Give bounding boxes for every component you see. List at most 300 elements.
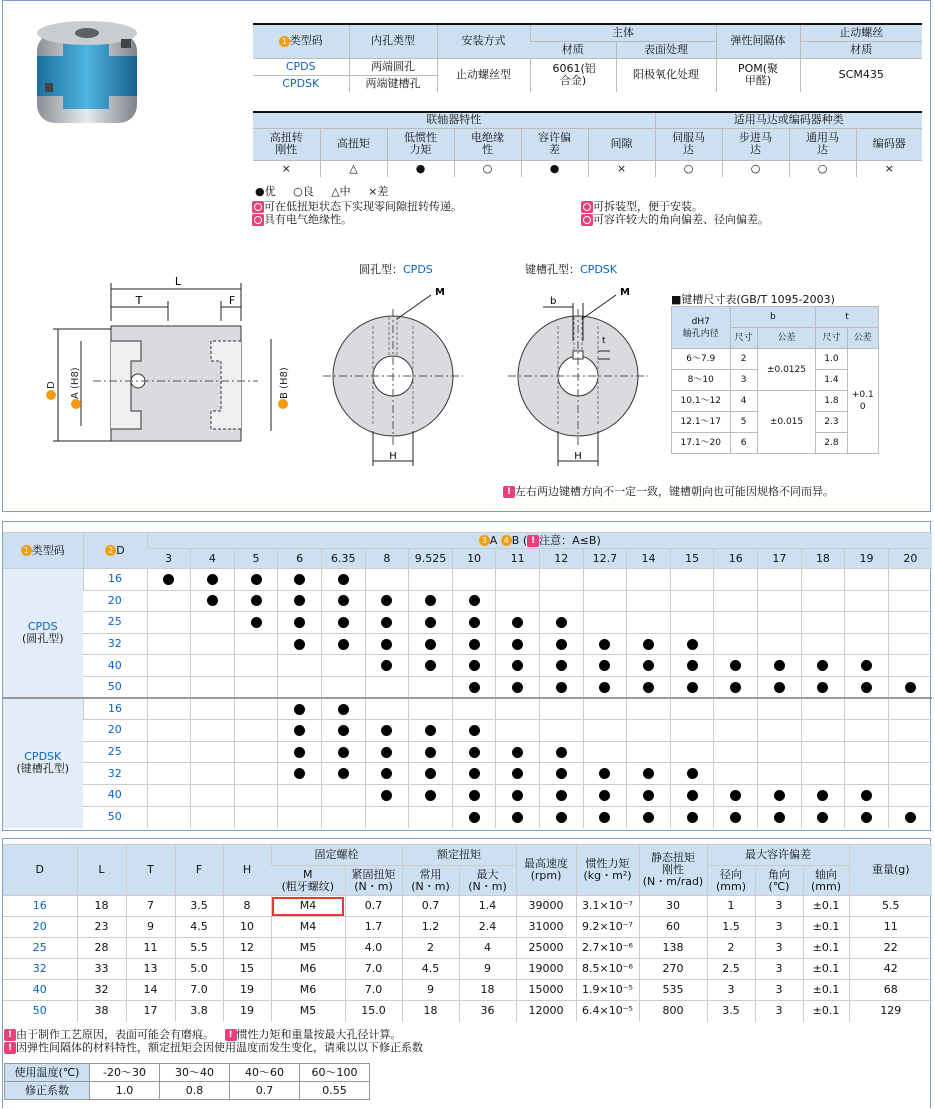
compat-cell <box>539 763 583 785</box>
compat-cell <box>147 633 191 655</box>
spec-T-header: T <box>126 845 175 896</box>
setscrew-material-header: 材质 <box>800 41 922 58</box>
compat-cell <box>627 633 671 655</box>
compat-cell <box>845 590 889 612</box>
spec-cell: 17 <box>126 1001 175 1022</box>
specification-section <box>2 838 931 1108</box>
char-value: × <box>253 160 320 177</box>
compat-cell <box>365 590 409 612</box>
specification-table <box>3 844 932 1022</box>
available-dot-icon <box>599 660 610 671</box>
char-col-header: 电绝缘性 <box>454 128 521 160</box>
surface-value: 阳极氧化处理 <box>616 58 716 92</box>
compat-cell <box>714 763 758 785</box>
elastic-header: 弹性间隔体 <box>716 24 800 58</box>
dim-H: H <box>389 451 397 462</box>
compat-cell <box>365 763 409 785</box>
compat-cell <box>845 633 889 655</box>
available-dot-icon <box>817 812 828 823</box>
compat-cell <box>496 784 540 806</box>
keyway-t-tol-header: 公差 <box>847 328 878 349</box>
spec-cell: 19 <box>223 980 271 1001</box>
keyway-row: 17.1～20 6 2.8 <box>672 433 879 454</box>
spec-cell: 129 <box>849 1001 932 1022</box>
spec-cell: 0.7 <box>345 896 402 917</box>
compat-cell <box>147 655 191 677</box>
compat-cell <box>888 784 932 806</box>
feature-item: 可拆装型，便于安装。 <box>581 200 769 213</box>
compat-cell <box>409 763 453 785</box>
spec-cell: 3.5 <box>707 1001 755 1022</box>
spec-cell: 14 <box>126 980 175 1001</box>
spec-cell: 535 <box>639 980 707 1001</box>
spec-cell: 1 <box>707 896 755 917</box>
compat-cell <box>365 784 409 806</box>
compatibility-section <box>2 521 931 831</box>
spec-cell: 20 <box>3 917 77 938</box>
spec-cell: 5.0 <box>175 959 223 980</box>
compat-cell <box>191 590 235 612</box>
compat-cell <box>670 806 714 828</box>
spec-normal-header: 常用 (N・m) <box>402 866 459 896</box>
available-dot-icon <box>556 682 567 693</box>
char-value: ● <box>387 160 454 177</box>
compat-cell <box>496 612 540 634</box>
compat-cell <box>758 698 802 720</box>
warning-icon: ! <box>225 1029 237 1041</box>
temp-header: 使用温度(℃) <box>5 1064 90 1082</box>
compat-cell <box>409 676 453 698</box>
keyway-row: 12.1～17 5 2.3 <box>672 412 879 433</box>
char-col-header: 容许偏差 <box>521 128 588 160</box>
available-dot-icon <box>512 812 523 823</box>
compat-cell <box>321 676 365 698</box>
bore-round: 两端圆孔 <box>349 58 437 75</box>
keyway-row: 8～10 3 1.4 <box>672 370 879 391</box>
available-dot-icon <box>294 768 305 779</box>
available-dot-icon <box>599 768 610 779</box>
compat-cell <box>714 569 758 591</box>
spec-cell: 36 <box>459 1001 516 1022</box>
available-dot-icon <box>730 812 741 823</box>
spec-tight-header: 紧固扭矩 (N・m) <box>345 866 402 896</box>
available-dot-icon <box>251 574 262 585</box>
compat-cell <box>888 590 932 612</box>
bore-size-header: 16 <box>714 549 758 569</box>
bore-size-header: 12.7 <box>583 549 627 569</box>
available-dot-icon <box>512 747 523 758</box>
compat-cell <box>670 590 714 612</box>
compat-cell <box>801 720 845 742</box>
compat-cell <box>627 784 671 806</box>
bore-size-header: 19 <box>845 549 889 569</box>
dim-T: T <box>135 294 143 307</box>
compat-cell <box>278 720 322 742</box>
spec-cell: 3.8 <box>175 1001 223 1022</box>
compat-row <box>3 569 932 591</box>
footnotes <box>4 1028 423 1054</box>
spec-cell: 9 <box>402 980 459 1001</box>
compat-cell <box>409 806 453 828</box>
product-photo <box>23 11 153 136</box>
available-dot-icon <box>207 574 218 585</box>
available-dot-icon <box>425 595 436 606</box>
compat-cell <box>496 633 540 655</box>
available-dot-icon <box>381 660 392 671</box>
compat-AB-header: 3 A 4 B ( ! 注意：A≤B) <box>147 533 932 549</box>
warning-icon: ! <box>503 486 515 498</box>
spec-cell: 10 <box>223 917 271 938</box>
spec-row <box>3 896 932 917</box>
compat-cell <box>845 698 889 720</box>
available-dot-icon <box>294 725 305 736</box>
compat-cell <box>758 741 802 763</box>
compat-cell <box>714 784 758 806</box>
compat-cell <box>496 720 540 742</box>
available-dot-icon <box>294 747 305 758</box>
available-dot-icon <box>687 660 698 671</box>
coef-header: 修正系数 <box>5 1082 90 1100</box>
available-dot-icon <box>512 617 523 628</box>
compat-cell <box>147 763 191 785</box>
spec-static-header: 静态扭矩刚性 (N・m/rad) <box>639 845 707 896</box>
available-dot-icon <box>512 660 523 671</box>
compat-cell <box>845 676 889 698</box>
available-dot-icon <box>599 639 610 650</box>
compat-cell <box>234 698 278 720</box>
bore-size-header: 11 <box>496 549 540 569</box>
spec-speed-header: 最高速度 (rpm) <box>516 845 576 896</box>
spec-cell: 2.4 <box>459 917 516 938</box>
compat-cell <box>278 784 322 806</box>
bore-size-header: 6.35 <box>321 549 365 569</box>
compat-cell <box>888 698 932 720</box>
spec-H-header: H <box>223 845 271 896</box>
compat-cell <box>191 784 235 806</box>
available-dot-icon <box>730 682 741 693</box>
compat-cell <box>714 676 758 698</box>
compat-cell <box>801 590 845 612</box>
available-dot-icon <box>469 595 480 606</box>
compat-typecode-header: 1 类型码 <box>3 533 83 569</box>
available-dot-icon <box>774 660 785 671</box>
dim-D: D <box>46 381 57 389</box>
spec-cell: ±0.1 <box>803 938 849 959</box>
available-dot-icon <box>556 812 567 823</box>
compat-cell <box>714 612 758 634</box>
type-code-cpds: CPDS <box>253 58 349 75</box>
bore-size-header: 3 <box>147 549 191 569</box>
spec-cell: 50 <box>3 1001 77 1022</box>
compat-D-value: 16 <box>83 569 147 591</box>
compat-cell <box>670 676 714 698</box>
spec-cell: 5.5 <box>849 896 932 917</box>
spec-cell: 2 <box>707 938 755 959</box>
spec-cell: 60 <box>639 917 707 938</box>
spec-cell: M6 <box>271 980 345 1001</box>
spec-row <box>3 959 932 980</box>
spec-cell: 39000 <box>516 896 576 917</box>
num-4-icon: 4 <box>501 535 512 546</box>
spec-cell: ±0.1 <box>803 959 849 980</box>
compat-cell <box>147 590 191 612</box>
compat-cell <box>234 763 278 785</box>
spec-cell: 28 <box>77 938 126 959</box>
num-3-icon: 3 <box>479 535 490 546</box>
keyway-table <box>671 306 879 454</box>
compat-cell <box>365 655 409 677</box>
available-dot-icon <box>425 747 436 758</box>
legend-medium: △中 <box>331 185 351 198</box>
spec-cell: 7.0 <box>345 980 402 1001</box>
compat-D-value: 20 <box>83 590 147 612</box>
char-value: ○ <box>722 160 789 177</box>
available-dot-icon <box>338 725 349 736</box>
spec-cell: 18 <box>77 896 126 917</box>
available-dot-icon <box>643 639 654 650</box>
available-dot-icon <box>512 682 523 693</box>
spec-cell: 0.7 <box>402 896 459 917</box>
compat-cell <box>801 763 845 785</box>
spec-cell: 18 <box>459 980 516 1001</box>
char-value: △ <box>320 160 387 177</box>
compat-cell <box>845 655 889 677</box>
compat-cell <box>321 720 365 742</box>
compat-cell <box>583 784 627 806</box>
features-left <box>252 200 462 226</box>
compat-cell <box>147 569 191 591</box>
compat-cell <box>627 676 671 698</box>
compat-cell <box>801 633 845 655</box>
available-dot-icon <box>817 682 828 693</box>
spec-cell: 7 <box>126 896 175 917</box>
compat-row <box>3 676 932 698</box>
compat-cell <box>452 741 496 763</box>
compat-cell <box>234 720 278 742</box>
spec-cell: 12 <box>223 938 271 959</box>
spec-cell: 138 <box>639 938 707 959</box>
bore-size-header: 10 <box>452 549 496 569</box>
compat-cell <box>409 612 453 634</box>
compat-cell <box>714 590 758 612</box>
compat-cell <box>496 741 540 763</box>
compat-cell <box>321 612 365 634</box>
compat-cell <box>714 633 758 655</box>
compat-cell <box>452 569 496 591</box>
compat-cell <box>801 655 845 677</box>
spec-cell: 270 <box>639 959 707 980</box>
compat-row <box>3 763 932 785</box>
compat-cell <box>191 698 235 720</box>
compat-cell <box>365 741 409 763</box>
spec-cell: 1.2 <box>402 917 459 938</box>
available-dot-icon <box>338 595 349 606</box>
compat-cell <box>278 655 322 677</box>
available-dot-icon <box>643 660 654 671</box>
compat-cell <box>583 698 627 720</box>
char-value: ○ <box>789 160 856 177</box>
available-dot-icon <box>338 704 349 715</box>
spec-cell: 25 <box>3 938 77 959</box>
coef-value: 0.8 <box>160 1082 230 1100</box>
compat-cell <box>888 763 932 785</box>
compat-cell <box>409 720 453 742</box>
compat-cell <box>801 784 845 806</box>
compat-D-header: 2 D <box>83 533 147 569</box>
spec-row <box>3 938 932 959</box>
compat-cell <box>583 590 627 612</box>
spec-cell: 4.0 <box>345 938 402 959</box>
spec-cell: 1.5 <box>707 917 755 938</box>
bore-size-header: 5 <box>234 549 278 569</box>
compat-cell <box>845 720 889 742</box>
compat-cell <box>714 655 758 677</box>
bore-size-header: 15 <box>670 549 714 569</box>
compat-cell <box>191 720 235 742</box>
mount-header: 安装方式 <box>437 24 530 58</box>
compat-D-value: 16 <box>83 698 147 720</box>
compat-cell <box>321 763 365 785</box>
compat-cell <box>409 569 453 591</box>
compat-cell <box>714 806 758 828</box>
available-dot-icon <box>381 617 392 628</box>
spec-cell: 42 <box>849 959 932 980</box>
compat-cell <box>452 590 496 612</box>
compat-cell <box>845 569 889 591</box>
available-dot-icon <box>687 768 698 779</box>
available-dot-icon <box>381 595 392 606</box>
available-dot-icon <box>774 812 785 823</box>
temp-range: -20～30 <box>90 1064 160 1082</box>
compat-cell <box>278 590 322 612</box>
compat-cell <box>234 806 278 828</box>
available-dot-icon <box>469 660 480 671</box>
available-dot-icon <box>774 790 785 801</box>
available-dot-icon <box>643 790 654 801</box>
available-dot-icon <box>599 812 610 823</box>
keyway-t-size-header: 尺寸 <box>816 328 847 349</box>
spec-cell: 2.7×10⁻⁶ <box>576 938 639 959</box>
mount-value: 止动螺丝型 <box>437 58 530 92</box>
char-col-header: 步进马达 <box>722 128 789 160</box>
compat-cell <box>539 676 583 698</box>
available-dot-icon <box>861 682 872 693</box>
compat-cell <box>801 806 845 828</box>
char-col-header: 低惯性力矩 <box>387 128 454 160</box>
spec-D-header: D <box>3 845 77 896</box>
available-dot-icon <box>469 790 480 801</box>
compat-cell <box>191 633 235 655</box>
spec-cell: 3.5 <box>175 896 223 917</box>
bore-size-header: 6 <box>278 549 322 569</box>
spec-F-header: F <box>175 845 223 896</box>
char-col-header: 高扭矩 <box>320 128 387 160</box>
keyway-note: ! 左右两边键槽方向不一定一致，键槽朝向也可能因规格不同而异。 <box>503 485 834 498</box>
compat-row <box>3 784 932 806</box>
compat-cell <box>845 784 889 806</box>
characteristics-table <box>253 111 922 177</box>
compat-cell <box>452 720 496 742</box>
spec-cell: 1.9×10⁻⁵ <box>576 980 639 1001</box>
legend-excellent: ●优 <box>255 185 276 198</box>
compat-cell <box>627 590 671 612</box>
compat-cell <box>234 633 278 655</box>
dim-M: M <box>435 287 445 298</box>
compat-row <box>3 633 932 655</box>
spec-cell: 30 <box>639 896 707 917</box>
compat-D-value: 25 <box>83 741 147 763</box>
bore-size-header: 18 <box>801 549 845 569</box>
compat-cell <box>452 698 496 720</box>
compat-cell <box>147 741 191 763</box>
compat-cell <box>845 763 889 785</box>
spec-cell: 9 <box>126 917 175 938</box>
compat-cell <box>845 741 889 763</box>
compat-cell <box>409 784 453 806</box>
available-dot-icon <box>512 768 523 779</box>
spec-cell: 40 <box>3 980 77 1001</box>
spec-cell: ±0.1 <box>803 1001 849 1022</box>
compat-group-label: CPDS (圆孔型) <box>3 569 83 699</box>
warning-icon: ! <box>4 1029 16 1041</box>
available-dot-icon <box>294 574 305 585</box>
available-dot-icon <box>425 639 436 650</box>
num-1-icon: 1 <box>21 545 32 556</box>
available-dot-icon <box>556 790 567 801</box>
compat-cell <box>888 612 932 634</box>
compat-cell <box>278 612 322 634</box>
compat-cell <box>321 633 365 655</box>
spec-cell: 3 <box>707 980 755 1001</box>
spec-cell: ±0.1 <box>803 917 849 938</box>
spec-cell: 12000 <box>516 1001 576 1022</box>
legend-poor: ×差 <box>368 185 389 198</box>
available-dot-icon <box>425 725 436 736</box>
product-overview-section <box>2 0 931 512</box>
temp-range: 30～40 <box>160 1064 230 1082</box>
keyway-b-size-header: 尺寸 <box>730 328 757 349</box>
compat-cell <box>234 741 278 763</box>
compat-cell <box>888 720 932 742</box>
available-dot-icon <box>338 574 349 585</box>
compat-cell <box>409 655 453 677</box>
available-dot-icon <box>905 682 916 693</box>
available-dot-icon <box>643 812 654 823</box>
available-dot-icon <box>861 660 872 671</box>
available-dot-icon <box>338 768 349 779</box>
available-dot-icon <box>425 617 436 628</box>
compat-cell <box>714 741 758 763</box>
char-col-header: 编码器 <box>856 128 922 160</box>
motor-types-header: 适用马达或编码器种类 <box>655 112 922 128</box>
feature-item: 具有电气绝缘性。 <box>252 213 462 226</box>
char-value: ○ <box>454 160 521 177</box>
bore-size-header: 17 <box>758 549 802 569</box>
num-3-icon <box>71 399 81 409</box>
spec-cell: 31000 <box>516 917 576 938</box>
compat-cell <box>452 763 496 785</box>
compat-cell <box>278 806 322 828</box>
compat-cell <box>234 569 278 591</box>
compat-cell <box>365 698 409 720</box>
keyway-hole-drawing <box>498 281 658 476</box>
dim-B: B (H8) <box>279 367 290 399</box>
spec-cell: 4.5 <box>175 917 223 938</box>
available-dot-icon <box>512 639 523 650</box>
available-dot-icon <box>381 790 392 801</box>
available-dot-icon <box>774 682 785 693</box>
compat-cell <box>670 698 714 720</box>
